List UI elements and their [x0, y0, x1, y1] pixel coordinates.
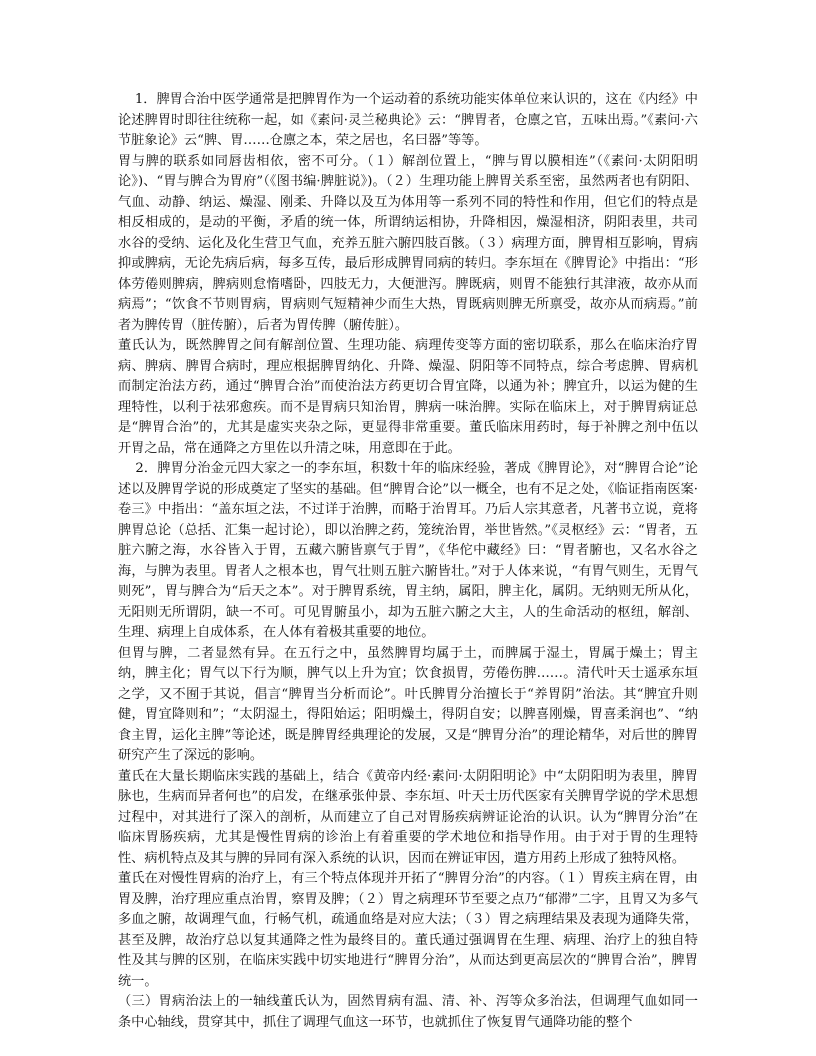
paragraph-chronic-gastric-treatment: 董氏在对慢性胃病的治疗上，有三个特点体现并开拓了“脾胃分治”的内容。（１）胃疾主病在胃，由胃及脾，治疗理应重点治胃，察胃及脾；（２）胃之病理环节至要之点乃“郁滞”二字，且胃又为多气多血之腑，故调理气血，行畅气机，疏通血络是对应大法；（３）胃之病理结果及表现为通降失常，甚至及脾，故治疗总以复其通降之性为最终目的。董氏通过强调胃在生理、病理、治疗上的独自特性及其与脾的区别，在临床实践中切实地进行“脾胃分治”，从而达到更高层次的“脾胃合治”，脾胃统一。 — [118, 871, 698, 989]
paragraph-spleen-stomach-combined: 1．脾胃合治中医学通常是把脾胃作为一个运动着的系统功能实体单位来认识的，这在《内经》中论述脾胃时即往往统称一起，如《素问·灵兰秘典论》云：“脾胃者，仓廪之官，五味出焉。”《素问·六节脏象论》云“脾、胃……仓廪之本，荣之居也，名曰器”等等。 — [118, 92, 698, 148]
paragraph-dong-view-combined: 董氏认为，既然脾胃之间有解剖位置、生理功能、病理传变等方面的密切联系，那么在临床治疗胃病、脾病、脾胃合病时，理应根据脾胃纳化、升降、燥湿、阴阳等不同特点，综合考虑脾、胃病机而制定治法方药，通过“脾胃合治”而使治法方药更切合胃宜降，以通为补；脾宜升，以运为健的生理特性，以利于祛邪愈疾。而不是胃病只知治胃，脾病一味治脾。实际在临床上，对于脾胃病证总是“脾胃合治”的，尤其是虚实夹杂之际，更显得非常重要。董氏临床用药时，每于补脾之剂中伍以开胃之品，常在通降之方里佐以升清之味，用意即在于此。 — [118, 338, 698, 456]
paragraph-treatment-axis: （三）胃病治法上的一轴线董氏认为，固然胃病有温、清、补、泻等众多治法，但调理气血如同一条中心轴线，贯穿其中，抓住了调理气血这一环节，也就抓住了恢复胃气通降功能的整个 — [118, 994, 698, 1030]
paragraph-dong-clinical-basis: 董氏在大量长期临床实践的基础上，结合《黄帝内经·素问·太阴阳明论》中“太阴阳明为表里，脾胃脉也，生病而异者何也”的启发，在继承张仲景、李东垣、叶天士历代医家有关脾胃学说的学术思想过程中，对其进行了深入的剖析，从而建立了自己对胃肠疾病辨证论治的认识。认为“脾胃分治”在临床胃肠疾病，尤其是慢性胃病的诊治上有着重要的学术地位和指导作用。由于对于胃的生理特性、病机特点及其与脾的异同有深入系统的认识，因而在辨证审因，遣方用药上形成了独特风格。 — [118, 768, 698, 866]
document-page — [118, 90, 698, 1033]
paragraph-spleen-stomach-relation: 胃与脾的联系如同唇齿相依，密不可分。（１）解剖位置上，“脾与胃以膜相连”（《素问·太阴阳明论》)、“胃与脾合为胃府”（《图书编·脾脏说》)。（２）生理功能上脾胃关系至密，虽然两者也有阴阳、气血、动静、纳运、燥湿、刚柔、升降以及互为体用等一系列不同的特性和作用，但它们的特点是相反相成的，是动的平衡，矛盾的统一体，所谓纳运相协，升降相因，燥湿相济，阴阳表里，共司水谷的受纳、运化及化生营卫气血，充养五脏六腑四肢百骸。（３）病理方面，脾胃相互影响，胃病抑或脾病，无论先病后病，每多互传，最后形成脾胃同病的转归。李东垣在《脾胃论》中指出：“形体劳倦则脾病，脾病则怠惰嗜卧，四肢无力，大便泄泻。脾既病，则胃不能独行其津液，故亦从而病焉”；“饮食不节则胃病，胃病则气短精神少而生大热，胃既病则脾无所禀受，故亦从而病焉。”前者为脾传胃（脏传腑），后者为胃传脾（腑传脏）。 — [118, 153, 698, 333]
paragraph-differences: 但胃与脾，二者显然有异。在五行之中，虽然脾胃均属于土，而脾属于湿土，胃属于燥土；胃主纳，脾主化；胃气以下行为顺，脾气以上升为宜；饮食损胃，劳倦伤脾……。清代叶天士遥承东垣之学，又不囿于其说，倡言“脾胃当分析而论”。叶氏脾胃分治擅长于“养胃阴”治法。其“脾宜升则健，胃宜降则和”；“太阴湿土，得阳始运；阳明燥土，得阴自安；以脾喜刚燥，胃喜柔润也”、“纳食主胃，运化主脾”等论述，既是脾胃经典理论的发展，又是“脾胃分治”的理论精华，对后世的脾胃研究产生了深远的影响。 — [118, 645, 698, 763]
paragraph-spleen-stomach-separate: 2．脾胃分治金元四大家之一的李东垣，积数十年的临床经验，著成《脾胃论》，对“脾胃合论”论述以及脾胃学说的形成奠定了坚实的基础。但“脾胃合论”以一概全，也有不足之处，《临证指南医案·卷三》中指出：“盖东垣之法，不过详于治脾，而略于治胃耳。乃后人宗其意者，凡著书立说，竟将脾胃总论（总括、汇集一起讨论），即以治脾之药，笼统治胃，举世皆然。”《灵枢经》云：“胃者，五脏六腑之海，水谷皆入于胃，五藏六腑皆禀气于胃”，《华佗中藏经》曰：“胃者腑也，又名水谷之海，与脾为表里。胃者人之根本也，胃气壮则五脏六腑皆壮。”对于人体来说，“有胃气则生，无胃气则死”，胃与脾合为“后天之本”。对于脾胃系统，胃主纳，属阳，脾主化，属阴。无纳则无所从化，无阳则无所谓阴，缺一不可。可见胃腑虽小，却为五脏六腑之大主，人的生命活动的枢纽，解剖、生理、病理上自成体系，在人体有着极其重要的地位。 — [118, 461, 698, 640]
